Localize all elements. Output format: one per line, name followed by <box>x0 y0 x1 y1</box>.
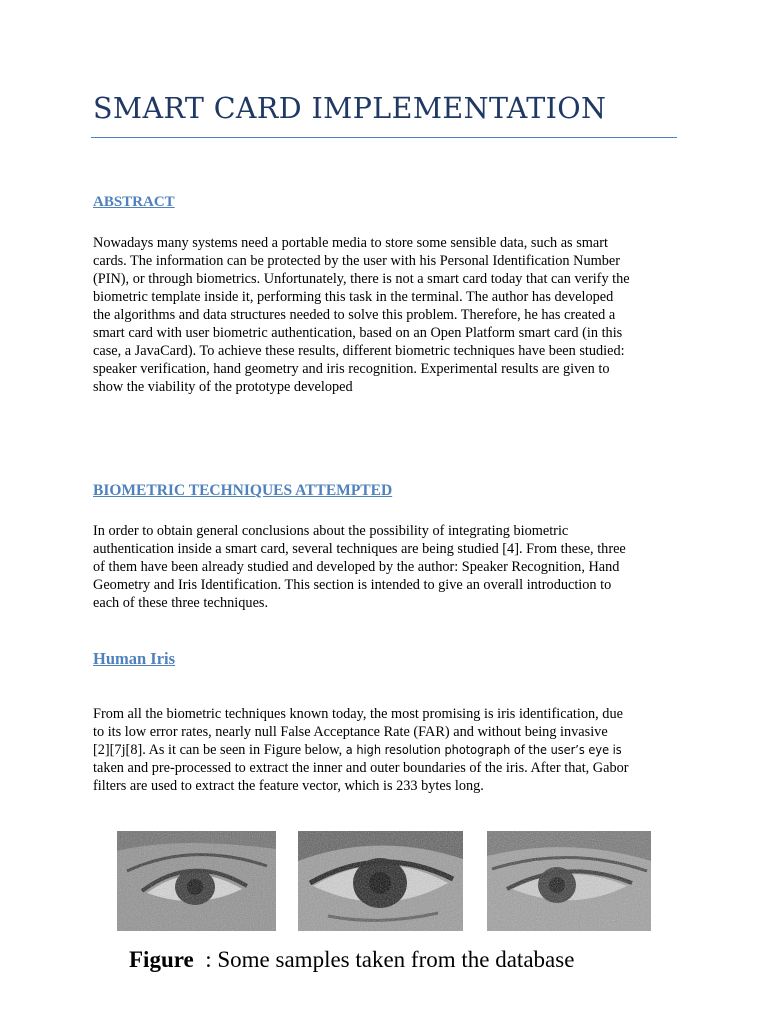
human-iris-paragraph <box>93 705 683 795</box>
eye-sample-image <box>117 831 276 931</box>
eye-sample-image <box>298 831 463 931</box>
iris-line-part: [2][7j[8]. As it can be seen in Figure below, <box>93 742 346 758</box>
abstract-line: Nowadays many systems need a portable media to store some sensible data, such as smart <box>93 235 608 251</box>
iris-line: taken and pre-processed to extract the inner and outer boundaries of the iris. After that, Gabor <box>93 760 629 776</box>
abstract-heading: ABSTRACT <box>93 194 175 210</box>
abstract-line: biometric template inside it, performing this task in the terminal. The author has developed <box>93 289 614 305</box>
iris-line: to its low error rates, nearly null False Acceptance Rate (FAR) and without being invasive <box>93 724 608 740</box>
iris-line: filters are used to extract the feature vector, which is 233 bytes long. <box>93 778 484 794</box>
abstract-line: case, a JavaCard). To achieve these results, different biometric techniques have been studied: <box>93 343 625 359</box>
iris-line-alt-font-part: a high resolution photograph of the user’s eye is <box>345 742 622 757</box>
abstract-line: smart card with user biometric authentication, based on an Open Platform smart card (in this <box>93 325 623 341</box>
human-iris-heading: Human Iris <box>93 649 176 668</box>
figure-caption-text: : Some samples taken from the database <box>193 947 575 972</box>
figure-caption-label: Figure <box>129 947 194 972</box>
biometric-line: Geometry and Iris Identification. This section is intended to give an overall introduction to <box>93 577 612 593</box>
biometric-line: of them have been already studied and developed by the author: Speaker Recognition, Hand <box>93 559 620 575</box>
biometric-techniques-heading: BIOMETRIC TECHNIQUES ATTEMPTED <box>93 482 393 499</box>
abstract-line: show the viability of the prototype developed <box>93 379 353 395</box>
biometric-line: each of these three techniques. <box>93 595 269 611</box>
iris-line: From all the biometric techniques known today, the most promising is iris identification, due <box>93 706 623 722</box>
document-title: SMART CARD IMPLEMENTATION <box>93 92 607 125</box>
iris-line-mixed <box>93 741 683 759</box>
title-underline <box>91 137 677 138</box>
abstract-line: the algorithms and data structures needed to solve this problem. Therefore, he has created a <box>93 307 616 323</box>
abstract-line: cards. The information can be protected by the user with his Personal Identification Number <box>93 253 620 269</box>
abstract-line: (PIN), or through biometrics. Unfortunately, there is not a smart card today that can verify the <box>93 271 630 287</box>
abstract-line: speaker verification, hand geometry and iris recognition. Experimental results are given to <box>93 361 610 377</box>
abstract-paragraph <box>93 234 683 396</box>
biometric-line: In order to obtain general conclusions about the possibility of integrating biometric <box>93 523 569 539</box>
eye-sample-image <box>487 831 651 931</box>
biometric-techniques-paragraph <box>93 522 683 612</box>
figure-caption <box>129 947 574 973</box>
biometric-line: authentication inside a smart card, several techniques are being studied [4]. From these, three <box>93 541 626 557</box>
